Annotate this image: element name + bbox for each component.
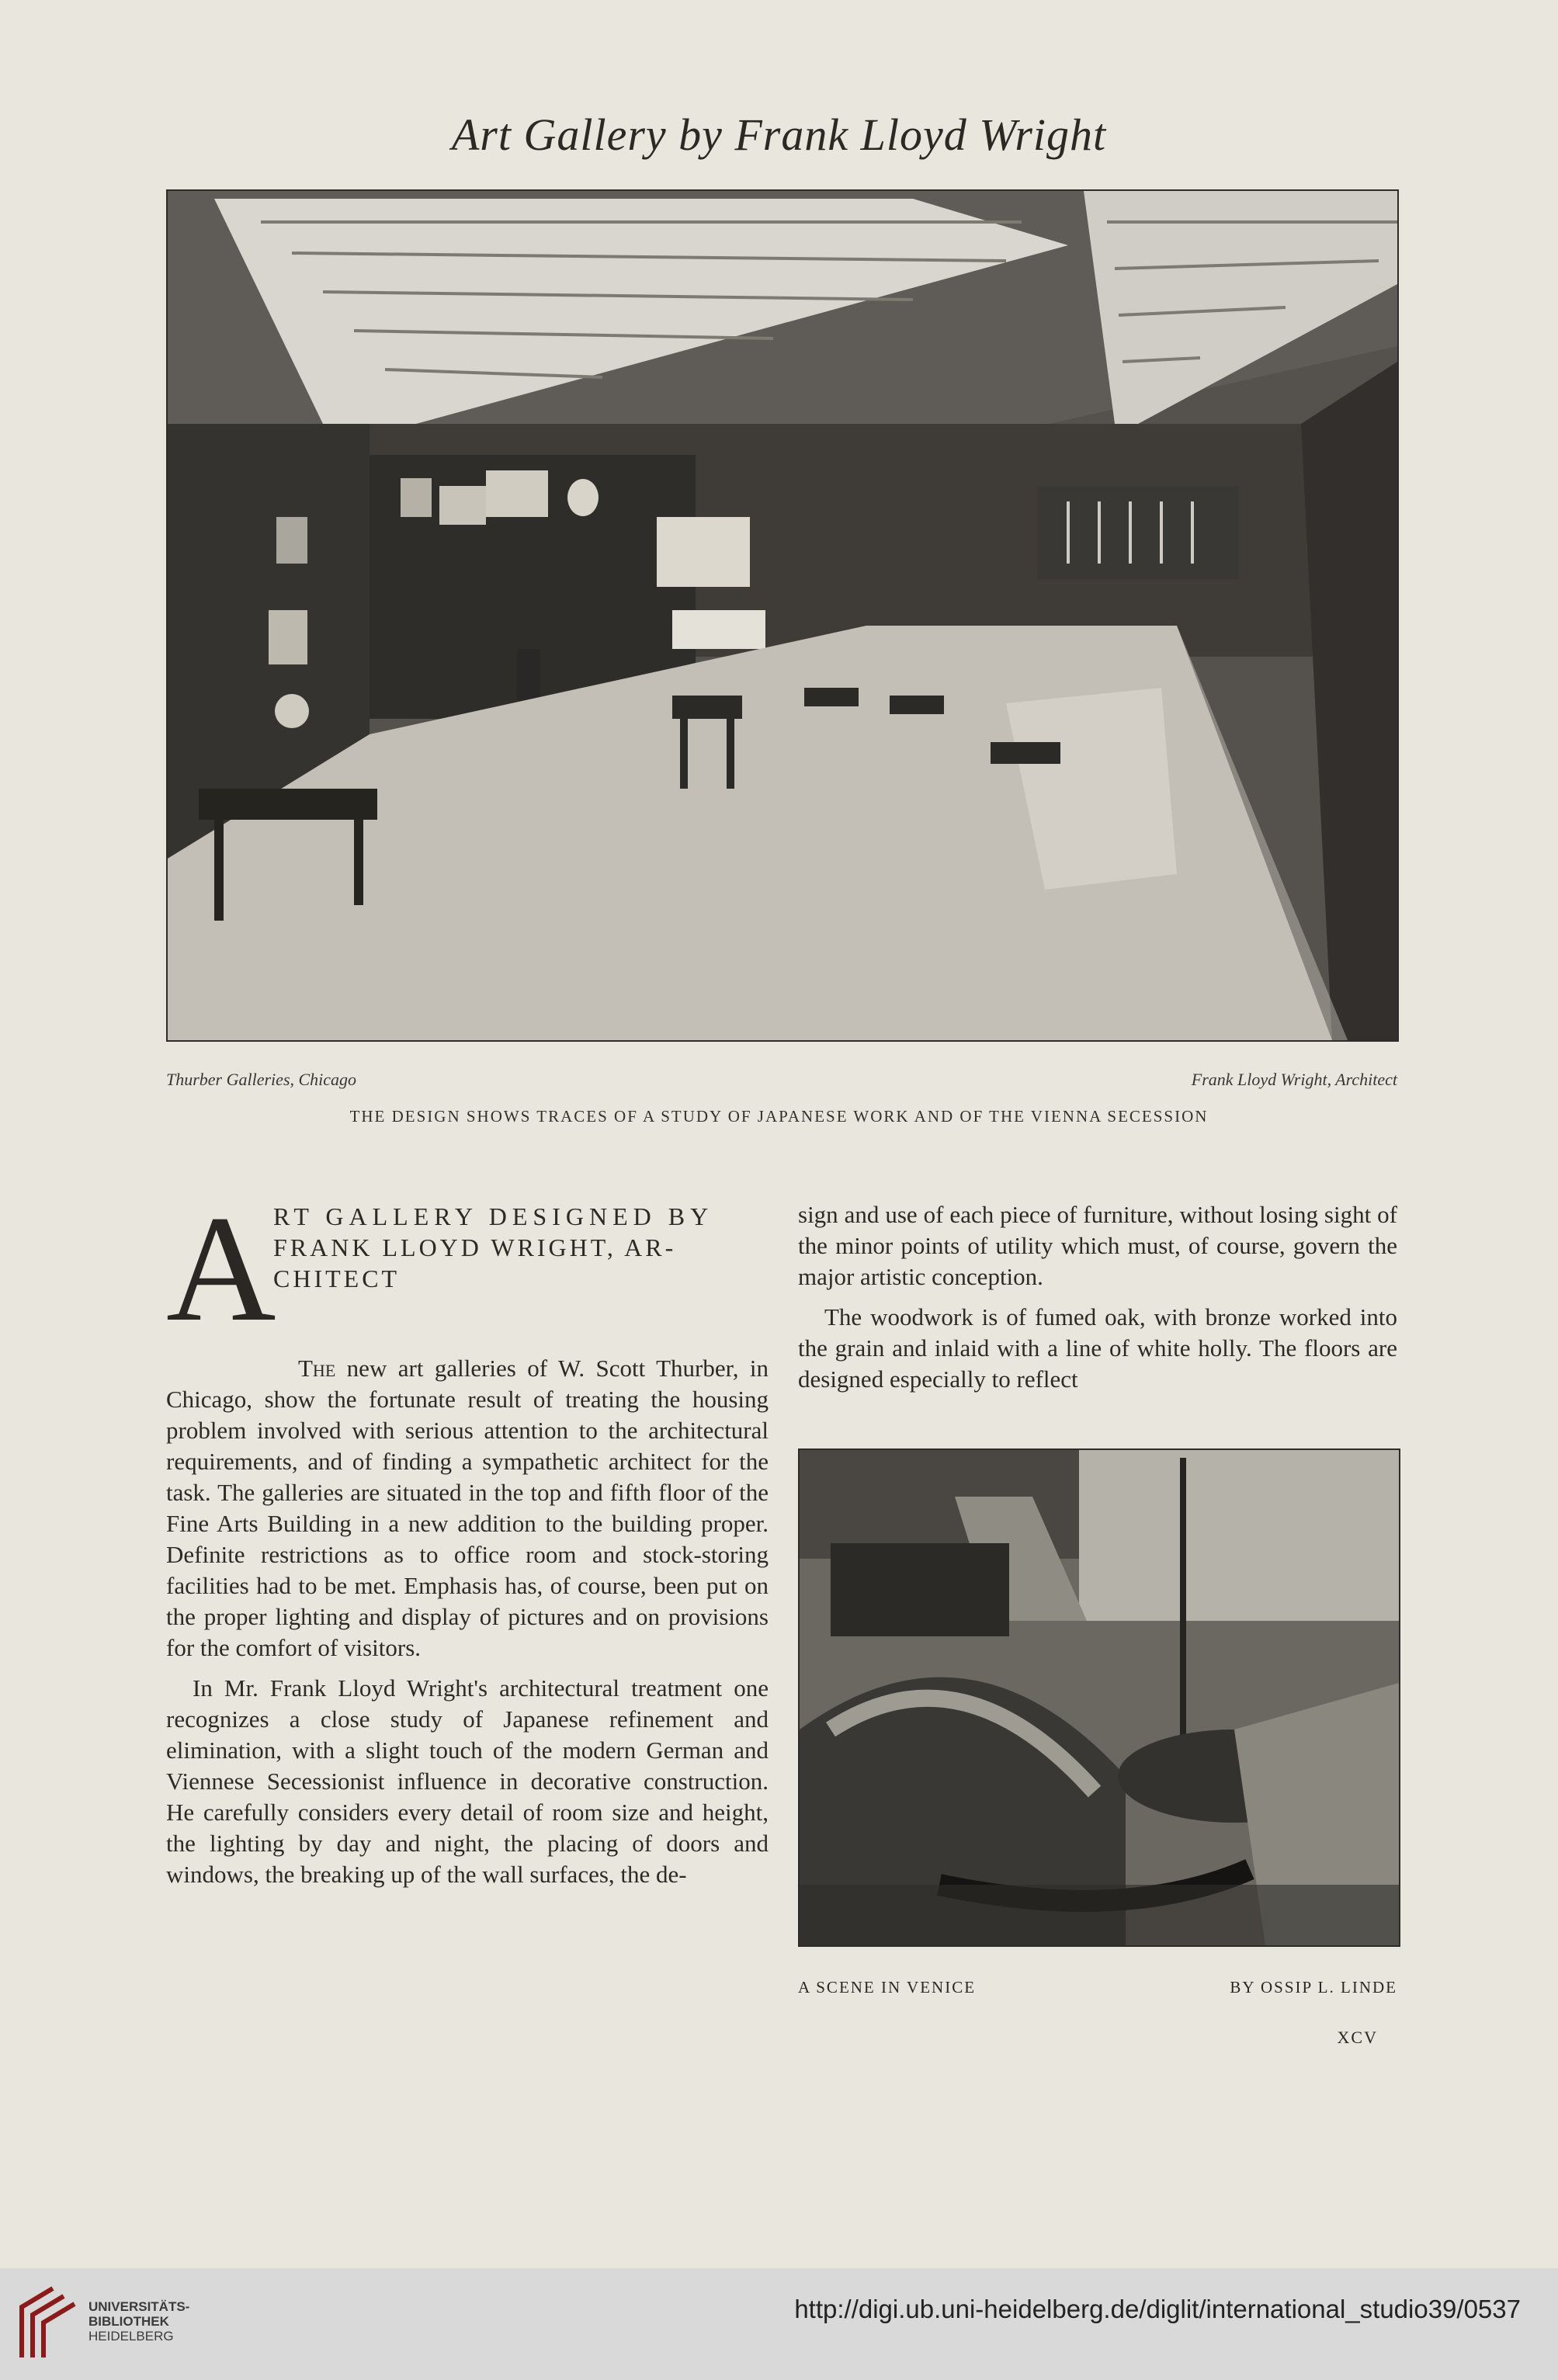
library-logo-icon bbox=[14, 2284, 81, 2361]
article-column-left bbox=[166, 1185, 769, 1890]
article-paragraph-1 bbox=[166, 1353, 769, 1664]
headline-line-1: RT GALLERY DESIGNED BY bbox=[273, 1202, 714, 1230]
venice-caption-title: A SCENE IN VENICE bbox=[798, 1978, 977, 1997]
drop-cap: A bbox=[166, 1185, 276, 1353]
paragraph-lead-word: The bbox=[298, 1355, 336, 1382]
paragraph-1-body: new art galleries of W. Scott Thurber, in Chicago, show the fortunate result of treating the housing problem involved with serious attention to the architectural requirements, and of finding a sympathetic architect for the task. The galleries are situated in the top and fifth floor of the Fine Arts Building in a new addition to the building proper. Definite restrictions as to office room and stock-storing facilities had to be met. Emphasis has, of course, been put on the proper lighting and display of pictures and on provisions for the comfort of visitors. bbox=[166, 1355, 769, 1661]
library-footer bbox=[0, 2268, 1558, 2380]
gallery-interior-photo bbox=[166, 189, 1399, 1042]
library-name-line-1: UNIVERSITÄTS- bbox=[88, 2299, 190, 2314]
gallery-interior-illustration bbox=[168, 191, 1397, 1040]
article-paragraph-2: In Mr. Frank Lloyd Wright's architectural treatment one recognizes a close study of Japanese refinement and elimination, with a slight touch of the modern German and Viennese Secessionist influence in decorative construction. He carefully considers every detail of room size and height, the lighting by day and night, the placing of doors and windows, the breaking up of the wall surfaces, the de- bbox=[166, 1674, 769, 1888]
venice-caption-artist: BY OSSIP L. LINDE bbox=[1230, 1978, 1397, 1997]
source-url-link[interactable]: http://digi.ub.uni-heidelberg.de/diglit/international_studio39/0537 bbox=[794, 2295, 1521, 2323]
photo-credit-architect: Frank Lloyd Wright, Architect bbox=[1191, 1070, 1397, 1089]
library-name bbox=[88, 2299, 189, 2344]
photo-credit-location: Thurber Galleries, Chicago bbox=[166, 1070, 357, 1089]
main-photo-caption: THE DESIGN SHOWS TRACES OF A STUDY OF JAPANESE WORK AND OF THE VIENNA SECESSION bbox=[349, 1107, 1209, 1126]
article-column-right bbox=[798, 1199, 1397, 1395]
article-paragraph-4: The woodwork is of fumed oak, with bronze worked into the grain and inlaid with a line of white holly. The floors are designed especially to reflect bbox=[798, 1303, 1397, 1393]
library-name-line-3: HEIDELBERG bbox=[88, 2329, 174, 2344]
venice-painting bbox=[798, 1448, 1400, 1947]
page-number: XCV bbox=[1337, 2028, 1378, 2047]
headline-line-2: FRANK LLOYD WRIGHT, AR- bbox=[273, 1233, 677, 1261]
article-paragraph-3: sign and use of each piece of furniture, without losing sight of the minor points of utility which must, of course, govern the major artistic conception. bbox=[798, 1201, 1397, 1290]
article-headline bbox=[166, 1185, 769, 1353]
venice-scene-illustration bbox=[800, 1450, 1399, 1945]
headline-line-3: CHITECT bbox=[273, 1265, 401, 1292]
library-name-line-2: BIBLIOTHEK bbox=[88, 2314, 169, 2329]
page-title: Art Gallery by Frank Lloyd Wright bbox=[451, 109, 1107, 160]
